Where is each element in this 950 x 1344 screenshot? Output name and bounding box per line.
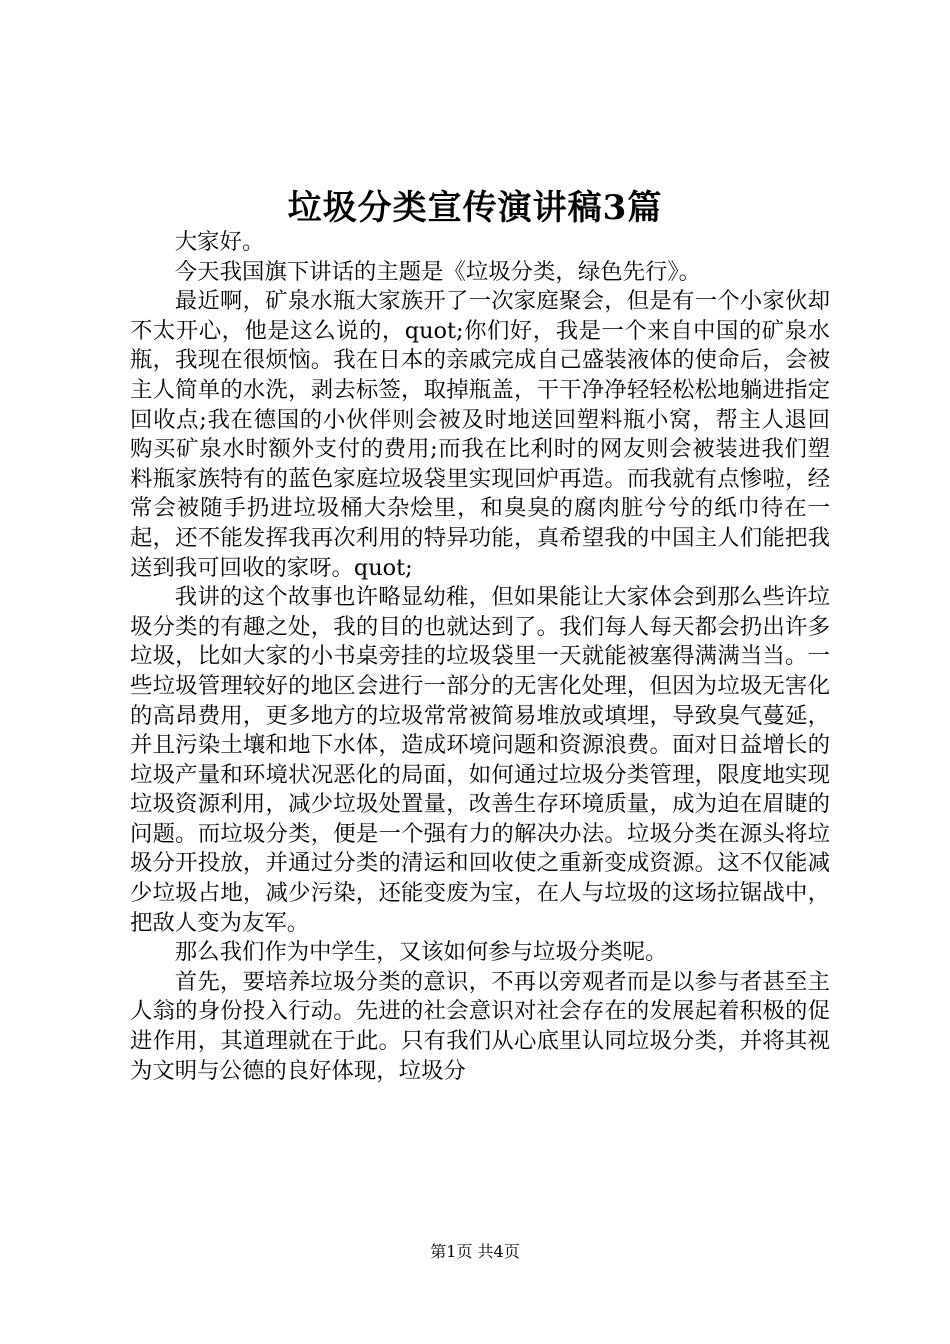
paragraph: 今天我国旗下讲话的主题是《垃圾分类，绿色先行》。 <box>174 258 701 285</box>
paragraph: 那么我们作为中学生，又该如何参与垃圾分类呢。 <box>174 939 668 966</box>
paragraph: 大家好。 <box>174 229 265 255</box>
document-body <box>130 228 830 1086</box>
document-title: 垃圾分类宣传演讲稿3篇 <box>287 188 663 228</box>
paragraph: 最近啊，矿泉水瓶大家族开了一次家庭聚会，但是有一个小家伙却不太开心，他是这么说的，quot;你们好，我是一个来自中国的矿泉水瓶，我现在很烦恼。我在日本的亲戚完成自己盛装液体的使命后，会被主人简单的水洗，剥去标签，取掉瓶盖，干干净净轻轻松松地躺进指定回收点;我在德国的小伙伴则会被及时地送回塑料瓶小窝，帮主人退回购买矿泉水时额外支付的费用;而我在比利时的网友则会被装进我们塑料瓶家族特有的蓝色家庭垃圾袋里实现回炉再造。而我就有点惨啦，经常会被随手扔进垃圾桶大杂烩里，和臭臭的腐肉脏兮兮的纸巾待在一起，还不能发挥我再次利用的特异功能，真希望我的中国主人们能把我送到我可回收的家呀。quot; <box>130 288 830 581</box>
paragraph: 我讲的这个故事也许略显幼稚，但如果能让大家体会到那么些许垃圾分类的有趣之处，我的目的也就达到了。我们每人每天都会扔出许多垃圾，比如大家的小书桌旁挂的垃圾袋里一天就能被塞得满满当当。一些垃圾管理较好的地区会进行一部分的无害化处理，但因为垃圾无害化的高昂费用，更多地方的垃圾常常被简易堆放或填埋，导致臭气蔓延，并且污染土壤和地下水体，造成环境问题和资源浪费。面对日益增长的垃圾产量和环境状况恶化的局面，如何通过垃圾分类管理，限度地实现垃圾资源利用，减少垃圾处置量，改善生存环境质量，成为迫在眉睫的问题。而垃圾分类，便是一个强有力的解决办法。垃圾分类在源头将垃圾分开投放，并通过分类的清运和回收使之重新变成资源。这不仅能减少垃圾占地，减少污染，还能变废为宝，在人与垃圾的这场拉锯战中，把敌人变为友军。 <box>130 584 830 936</box>
paragraph: 首先，要培养垃圾分类的意识，不再以旁观者而是以参与者甚至主人翁的身份投入行动。先进的社会意识对社会存在的发展起着积极的促进作用，其道理就在于此。只有我们从心底里认同垃圾分类，并将其视为文明与公德的良好体现，垃圾分 <box>130 968 830 1084</box>
page-footer: 第1页 共4页 <box>430 1242 520 1261</box>
